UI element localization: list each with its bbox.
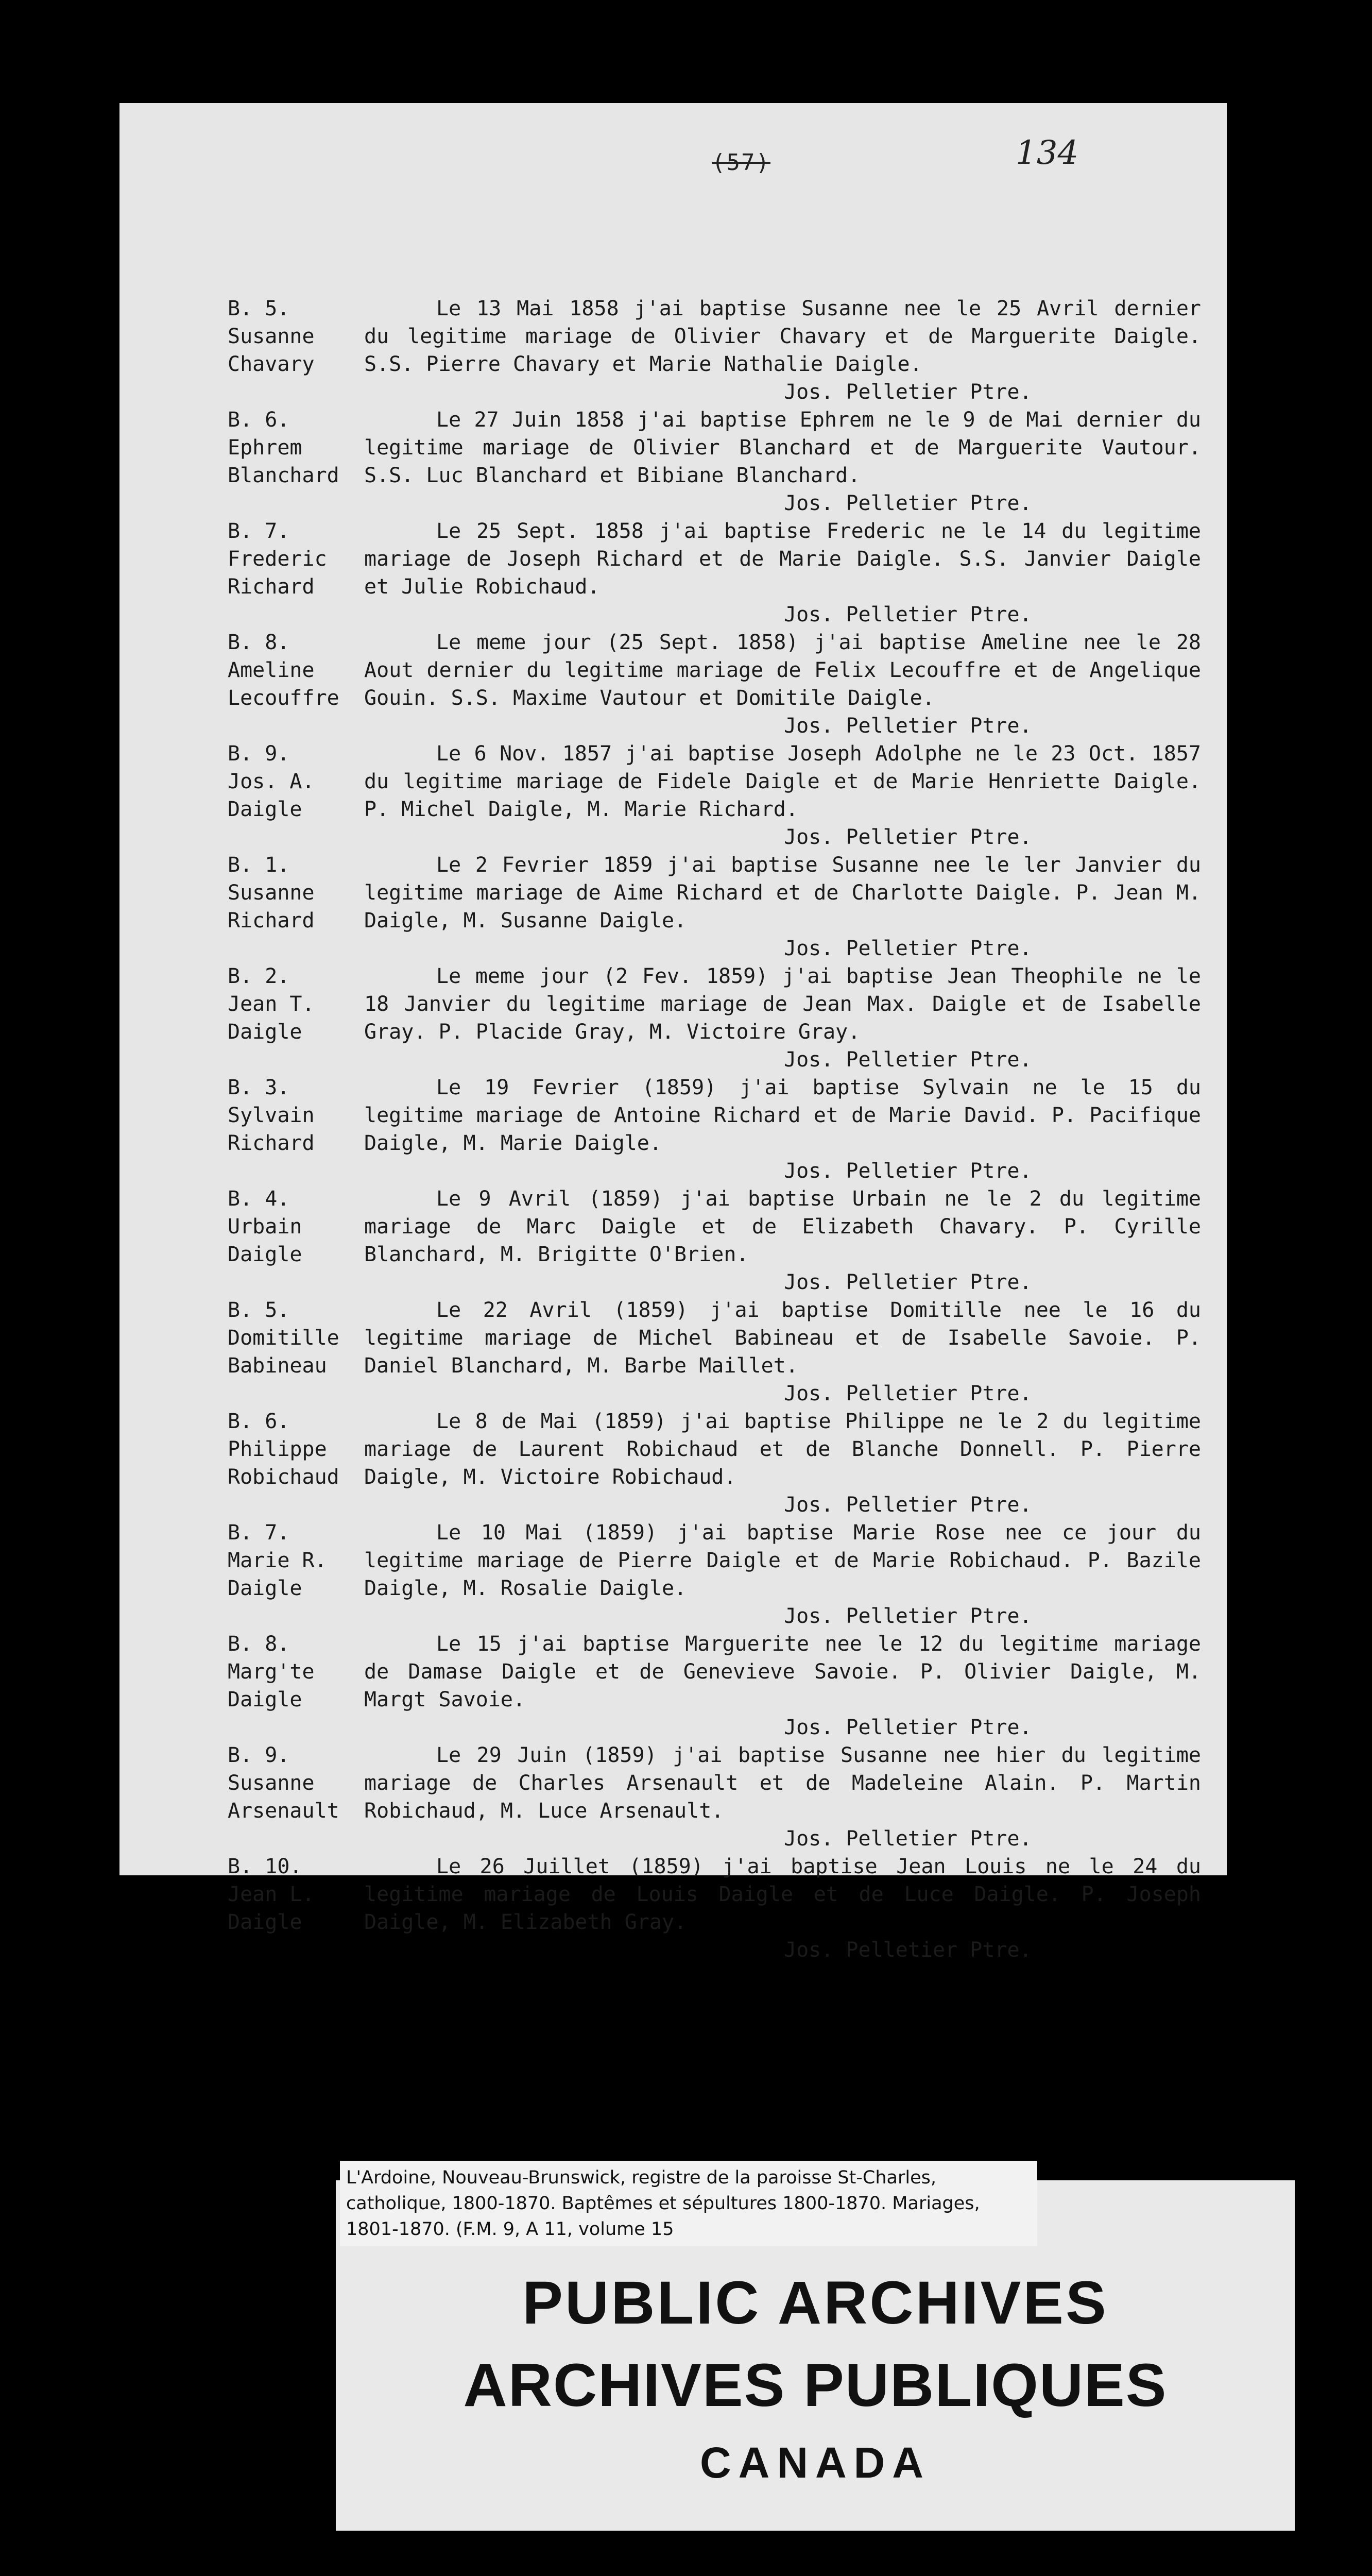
entry-text: Le 10 Mai (1859) j'ai baptise Marie Rose nee ce jour du legitime mariage de Pierre Daigle et de Marie Robichaud. P. Bazile Daigle, M. Rosalie Daigle.: [364, 1521, 1201, 1600]
entry-person: Susanne Richard: [228, 881, 315, 933]
entry-signature: Jos. Pelletier Ptre.: [784, 1604, 1032, 1628]
baptism-entry: [228, 517, 1201, 629]
folio-number: 134: [1016, 134, 1079, 172]
entry-number: B. 1.: [228, 853, 290, 877]
baptism-entry: [228, 1408, 1201, 1519]
entry-number: B. 6.: [228, 408, 290, 432]
entry-margin: [228, 1853, 356, 1936]
entry-margin: [228, 1296, 356, 1380]
entry-signature: Jos. Pelletier Ptre.: [784, 1716, 1032, 1739]
archives-title-fr: ARCHIVES PUBLIQUES: [463, 2351, 1168, 2419]
baptism-entries: [228, 295, 1201, 1964]
entry-number: B. 5.: [228, 1298, 290, 1322]
entry-number: B. 2.: [228, 964, 290, 988]
baptism-entry: [228, 1185, 1201, 1296]
entry-number: B. 7.: [228, 519, 290, 543]
entry-person: Susanne Arsenault: [228, 1771, 339, 1823]
entry-signature: Jos. Pelletier Ptre.: [784, 380, 1032, 404]
entry-number: B. 4.: [228, 1187, 290, 1211]
entry-signature: Jos. Pelletier Ptre.: [784, 937, 1032, 960]
baptism-entry: [228, 1630, 1201, 1741]
entry-margin: [228, 1408, 356, 1491]
entry-margin: [228, 629, 356, 712]
baptism-entry: [228, 295, 1201, 406]
entry-signature: Jos. Pelletier Ptre.: [784, 1493, 1032, 1517]
baptism-entry: [228, 406, 1201, 517]
entry-signature: Jos. Pelletier Ptre.: [784, 1382, 1032, 1405]
entry-text: Le 26 Juillet (1859) j'ai baptise Jean Louis ne le 24 du legitime mariage de Louis Daigle et de Luce Daigle. P. Joseph Daigle, M. Elizabeth Gray.: [364, 1855, 1201, 1934]
entry-person: Frederic Richard: [228, 547, 327, 599]
entry-margin: [228, 1741, 356, 1825]
baptism-entry: [228, 629, 1201, 740]
entry-person: Ameline Lecouffre: [228, 658, 339, 710]
entry-signature: Jos. Pelletier Ptre.: [784, 1270, 1032, 1294]
entry-margin: [228, 295, 356, 378]
entry-person: Jean T. Daigle: [228, 992, 315, 1044]
entry-person: Jos. A. Daigle: [228, 770, 315, 821]
entry-person: Susanne Chavary: [228, 325, 315, 376]
entry-person: Philippe Robichaud: [228, 1437, 339, 1489]
page-number: (57): [712, 149, 770, 176]
baptism-entry: [228, 1853, 1201, 1964]
entry-number: B. 8.: [228, 631, 290, 654]
entry-signature: Jos. Pelletier Ptre.: [784, 825, 1032, 849]
entry-text: Le 27 Juin 1858 j'ai baptise Ephrem ne le 9 de Mai dernier du legitime mariage de Olivier Blanchard et de Marguerite Vautour. S.S. Luc Blanchard et Bibiane Blanchard.: [364, 408, 1201, 487]
entry-margin: [228, 962, 356, 1046]
entry-text: Le 15 j'ai baptise Marguerite nee le 12 du legitime mariage de Damase Daigle et de Genevieve Savoie. P. Olivier Daigle, M. Margt Savoie.: [364, 1632, 1201, 1711]
entry-text: Le 13 Mai 1858 j'ai baptise Susanne nee le 25 Avril dernier du legitime mariage de Olivier Chavary et de Marguerite Daigle. S.S. Pierre Chavary et Marie Nathalie Daigle.: [364, 297, 1201, 376]
entry-margin: [228, 1519, 356, 1602]
entry-signature: Jos. Pelletier Ptre.: [784, 1827, 1032, 1851]
entry-text: Le 25 Sept. 1858 j'ai baptise Frederic ne le 14 du legitime mariage de Joseph Richard et de Marie Daigle. S.S. Janvier Daigle et Julie Robichaud.: [364, 519, 1201, 599]
entry-margin: [228, 1630, 356, 1714]
baptism-entry: [228, 962, 1201, 1074]
archives-title-en: PUBLIC ARCHIVES: [522, 2269, 1108, 2337]
entry-text: Le 2 Fevrier 1859 j'ai baptise Susanne nee le ler Janvier du legitime mariage de Aime Richard et de Charlotte Daigle. P. Jean M. Daigle, M. Susanne Daigle.: [364, 853, 1201, 933]
entry-person: Sylvain Richard: [228, 1104, 315, 1155]
entry-signature: Jos. Pelletier Ptre.: [784, 1048, 1032, 1072]
entry-person: Domitille Babineau: [228, 1326, 339, 1378]
entry-person: Urbain Daigle: [228, 1215, 302, 1266]
entry-person: Marg'te Daigle: [228, 1660, 315, 1711]
entry-margin: [228, 1074, 356, 1157]
entry-text: Le 9 Avril (1859) j'ai baptise Urbain ne le 2 du legitime mariage de Marc Daigle et de Elizabeth Chavary. P. Cyrille Blanchard, M. Brigitte O'Brien.: [364, 1187, 1201, 1266]
entry-signature: Jos. Pelletier Ptre.: [784, 1159, 1032, 1183]
entry-margin: [228, 406, 356, 489]
entry-number: B. 6.: [228, 1410, 290, 1433]
entry-number: B. 8.: [228, 1632, 290, 1656]
entry-number: B. 7.: [228, 1521, 290, 1545]
entry-number: B. 9.: [228, 1743, 290, 1767]
entry-signature: Jos. Pelletier Ptre.: [784, 1938, 1032, 1962]
baptism-entry: [228, 851, 1201, 962]
entry-margin: [228, 1185, 356, 1268]
baptism-entry: [228, 1519, 1201, 1630]
entry-text: Le meme jour (2 Fev. 1859) j'ai baptise Jean Theophile ne le 18 Janvier du legitime mariage de Jean Max. Daigle et de Isabelle Gray. P. Placide Gray, M. Victoire Gray.: [364, 964, 1201, 1044]
entry-number: B. 3.: [228, 1076, 290, 1099]
entry-text: Le 19 Fevrier (1859) j'ai baptise Sylvain ne le 15 du legitime mariage de Antoine Richard et de Marie David. P. Pacifique Daigle, M. Marie Daigle.: [364, 1076, 1201, 1155]
baptism-entry: [228, 1074, 1201, 1185]
archive-caption: L'Ardoine, Nouveau-Brunswick, registre de la paroisse St-Charles, catholique, 1800-1870. Baptêmes et sépultures 1800-1870. Mariages, 1801-1870. (F.M. 9, A 11, volume 15: [340, 2161, 1037, 2246]
entry-text: Le 6 Nov. 1857 j'ai baptise Joseph Adolphe ne le 23 Oct. 1857 du legitime mariage de Fidele Daigle et de Marie Henriette Daigle. P. Michel Daigle, M. Marie Richard.: [364, 742, 1201, 821]
entry-number: B. 9.: [228, 742, 290, 766]
entry-number: B. 10.: [228, 1855, 302, 1878]
entry-person: Ephrem Blanchard: [228, 436, 339, 487]
entry-signature: Jos. Pelletier Ptre.: [784, 492, 1032, 515]
entry-text: Le meme jour (25 Sept. 1858) j'ai baptise Ameline nee le 28 Aout dernier du legitime mariage de Felix Lecouffre et de Angelique Gouin. S.S. Maxime Vautour et Domitile Daigle.: [364, 631, 1201, 710]
register-page: [119, 103, 1227, 1962]
entry-number: B. 5.: [228, 297, 290, 320]
entry-text: Le 8 de Mai (1859) j'ai baptise Philippe ne le 2 du legitime mariage de Laurent Robichaud et de Blanche Donnell. P. Pierre Daigle, M. Victoire Robichaud.: [364, 1410, 1201, 1489]
baptism-entry: [228, 1741, 1201, 1853]
entry-signature: Jos. Pelletier Ptre.: [784, 603, 1032, 626]
entry-margin: [228, 740, 356, 823]
baptism-entry: [228, 740, 1201, 851]
entry-person: Marie R. Daigle: [228, 1549, 327, 1600]
entry-margin: [228, 517, 356, 601]
entry-margin: [228, 851, 356, 935]
entry-person: Jean L. Daigle: [228, 1883, 315, 1934]
entry-text: Le 22 Avril (1859) j'ai baptise Domitille nee le 16 du legitime mariage de Michel Babineau et de Isabelle Savoie. P. Daniel Blanchard, M. Barbe Maillet.: [364, 1298, 1201, 1378]
archives-country: CANADA: [700, 2438, 931, 2487]
baptism-entry: [228, 1296, 1201, 1408]
entry-text: Le 29 Juin (1859) j'ai baptise Susanne nee hier du legitime mariage de Charles Arsenault et de Madeleine Alain. P. Martin Robichaud, M. Luce Arsenault.: [364, 1743, 1201, 1823]
entry-signature: Jos. Pelletier Ptre.: [784, 714, 1032, 738]
